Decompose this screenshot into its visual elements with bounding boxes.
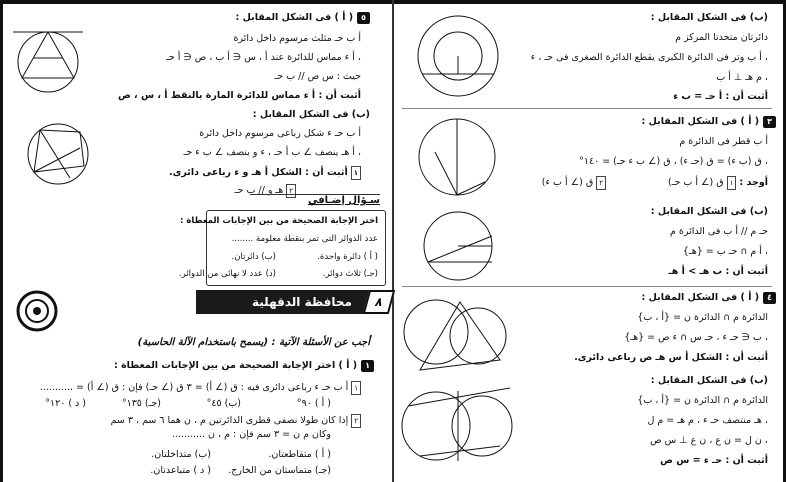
q5-a-heading <box>236 12 370 24</box>
extra-option: ( أ ) دائرة واحدة. <box>317 252 378 262</box>
q5-a-line: أ ب حـ مثلث مرسوم داخل دائرة <box>233 33 361 44</box>
q3-a-line: ، ق (ب ء) = ق (حـ ء) ، ق (∠ ب ء حـ) = ١٤٠° <box>579 156 768 167</box>
banner-title: محافظة الدقهلية <box>252 295 352 309</box>
governorate-seal-icon <box>16 290 58 332</box>
q4-a-prove: أثبت أن : الشكل أ س هـ ص رباعى دائرى. <box>574 352 768 363</box>
q2-b-line: دائرتان متحدتا المركز م <box>675 32 768 43</box>
question-number-badge: ١ <box>361 360 374 372</box>
section-divider <box>402 108 772 109</box>
extra-option: (ب) دائرتان. <box>231 252 276 262</box>
concentric-circles-figure <box>412 6 502 106</box>
sub-number: ٢ <box>596 176 606 190</box>
heading-text: ( أ ) اختر الإجابة الصحيحة من بين الإجابات المعطاة : <box>113 360 358 371</box>
q5-b-line: ، أ هـ ينصف ∠ ب أ حـ ، ء و ينصف ∠ ب ء حـ <box>183 147 361 158</box>
sub-number: ١ <box>351 166 361 180</box>
sub-number: ٢ <box>351 414 361 428</box>
q1-heading <box>114 360 374 372</box>
sub-number: ٢ <box>286 184 296 198</box>
q2-b-line: ، م هـ ⊥ أ ب <box>716 72 768 83</box>
q2-b-line: ، أ ب وتر فى الدائرة الكبرى يقطع الدائرة الصغرى فى حـ ، ء <box>530 52 768 63</box>
q4-b-heading: (ب) فى الشكل المقابل : <box>650 375 768 386</box>
q4-b-prove: أثبت أن : حـ ء = س ص <box>660 455 768 466</box>
q4-a-line: الدائرة م ∩ الدائرة ن = {أ ، ب} <box>637 312 768 323</box>
option: (جـ) ١٣٥° <box>121 398 161 409</box>
find-label: أوجد : <box>739 177 768 188</box>
option: ( د ) ١٢٠° <box>45 398 86 409</box>
cyclic-quad-figure <box>20 118 100 193</box>
q4-a-line: ، ب ∈ حـ ء ، حـ س ∩ ء ص = {هـ} <box>624 332 768 343</box>
diameter-circle-figure <box>415 112 500 202</box>
option: ( أ ) متقاطعتان. <box>268 449 331 460</box>
q3-a-line: أ ب قطر فى الدائرة م <box>679 136 768 147</box>
q3-find-2 <box>542 176 606 190</box>
extra-question: عدد الدوائر التى تمر بنقطة معلومة ........ <box>231 234 378 244</box>
two-circles-chords-figure <box>400 376 515 476</box>
sub-number: ١ <box>351 381 361 395</box>
option: (جـ) متماستان من الخارج. <box>228 465 331 476</box>
section-divider <box>402 286 772 287</box>
line-text: هـ و // ب حـ <box>234 185 284 196</box>
heading-text: ( أ ) فى الشكل المقابل : <box>235 12 354 23</box>
q2-b-heading: (ب) فى الشكل المقابل : <box>650 12 768 23</box>
q3-find <box>668 176 768 190</box>
q5-b-heading: (ب) فى الشكل المقابل : <box>252 109 370 120</box>
q5-b-prove-1 <box>169 166 361 180</box>
q3-b-heading: (ب) فى الشكل المقابل : <box>650 206 768 217</box>
option: ( د ) متباعدتان. <box>150 465 211 476</box>
find-item: ق (∠ أ ب حـ) <box>667 177 724 188</box>
q5-b-line: أ ب حـ ء شكل رباعى مرسوم داخل دائرة <box>199 128 361 139</box>
q4-a-heading <box>642 292 776 304</box>
q2-b-prove: أثبت أن : أ حـ = ب ء <box>673 91 768 102</box>
exam-instructions: أجب عن الأسئلة الآتية : (يسمح باستخدام الآلة الحاسبة) <box>137 337 370 348</box>
governorate-banner <box>196 290 386 314</box>
q3-a-heading <box>642 116 776 128</box>
q1-item-2 <box>111 414 361 428</box>
extra-option: (د) عدد لا نهائى من الدوائر. <box>178 269 276 279</box>
extra-option: (جـ) ثلاث دوائر. <box>322 269 378 279</box>
q4-b-line: الدائرة م ∩ الدائرة ن = {أ ، ب} <box>637 395 768 406</box>
item-text: إذا كان طولا نصفى قطرى الدائرتين م ، ن هما ٦ سم ، ٣ سم <box>110 415 349 426</box>
q4-b-line: ، ن ل = ن ع ، ن ع ⊥ س ص <box>650 435 768 446</box>
banner-number: ٨ <box>363 290 395 314</box>
option: (ب) متداخلتان. <box>151 449 211 460</box>
parallel-chord-figure <box>418 206 503 286</box>
q1-item-1 <box>40 381 361 395</box>
heading-text: ( أ ) فى الشكل المقابل : <box>641 292 760 303</box>
intersecting-circles-figure <box>400 290 510 375</box>
option: (ب) ٤٥° <box>206 398 241 409</box>
q3-b-line: ، أ م ∩ حـ ب = {هـ} <box>682 246 768 257</box>
q5-a-prove: أثبت أن : أ ء مماس للدائرة المارة بالنقط أ ، س ، ص <box>117 90 361 101</box>
heading-text: ( أ ) فى الشكل المقابل : <box>641 116 760 127</box>
q4-b-line: ، هـ منتصف حـ ء ، م هـ = م ل <box>647 415 768 426</box>
line-text: أثبت أن : الشكل أ هـ و ء رباعى دائرى. <box>169 167 348 178</box>
option: ( أ ) ٩٠° <box>296 398 331 409</box>
page-left-border <box>0 0 3 482</box>
item-text: أ ب حـ ء رباعى دائرى فيه : ق (∠ أ) = ٣ ق (∠ حـ) فإن : ق (∠ أ) = ........... <box>39 382 349 393</box>
question-number-badge: ٤ <box>763 292 776 304</box>
extra-prompt: اختر الإجابة الصحيحة من بين الإجابات المعطاة : <box>180 216 378 226</box>
triangle-in-circle-figure <box>8 14 88 104</box>
q5-a-line: حيث : س ص // ب حـ <box>274 71 361 82</box>
q3-b-line: حـ م // أ ب فى الدائرة م <box>669 226 768 237</box>
question-number-badge: ٣ <box>763 116 776 128</box>
q3-b-prove: أثبت أن : ب هـ > أ هـ <box>668 266 768 277</box>
extra-question-title: سـؤال إضـافي <box>250 194 380 210</box>
page-gutter <box>392 0 394 482</box>
question-number-badge: ٥ <box>357 12 370 24</box>
q5-a-line: ، أ ء مماس للدائرة عند أ ، س ∈ أ ب ، ص ∈ أ حـ <box>166 52 361 63</box>
sub-number: ١ <box>727 176 737 190</box>
find-item: ق (∠ أ ب ء) <box>541 177 594 188</box>
q1-item-2-cont: وكان م ن = ٣ سم فإن : م ، ن ........... <box>171 429 331 440</box>
